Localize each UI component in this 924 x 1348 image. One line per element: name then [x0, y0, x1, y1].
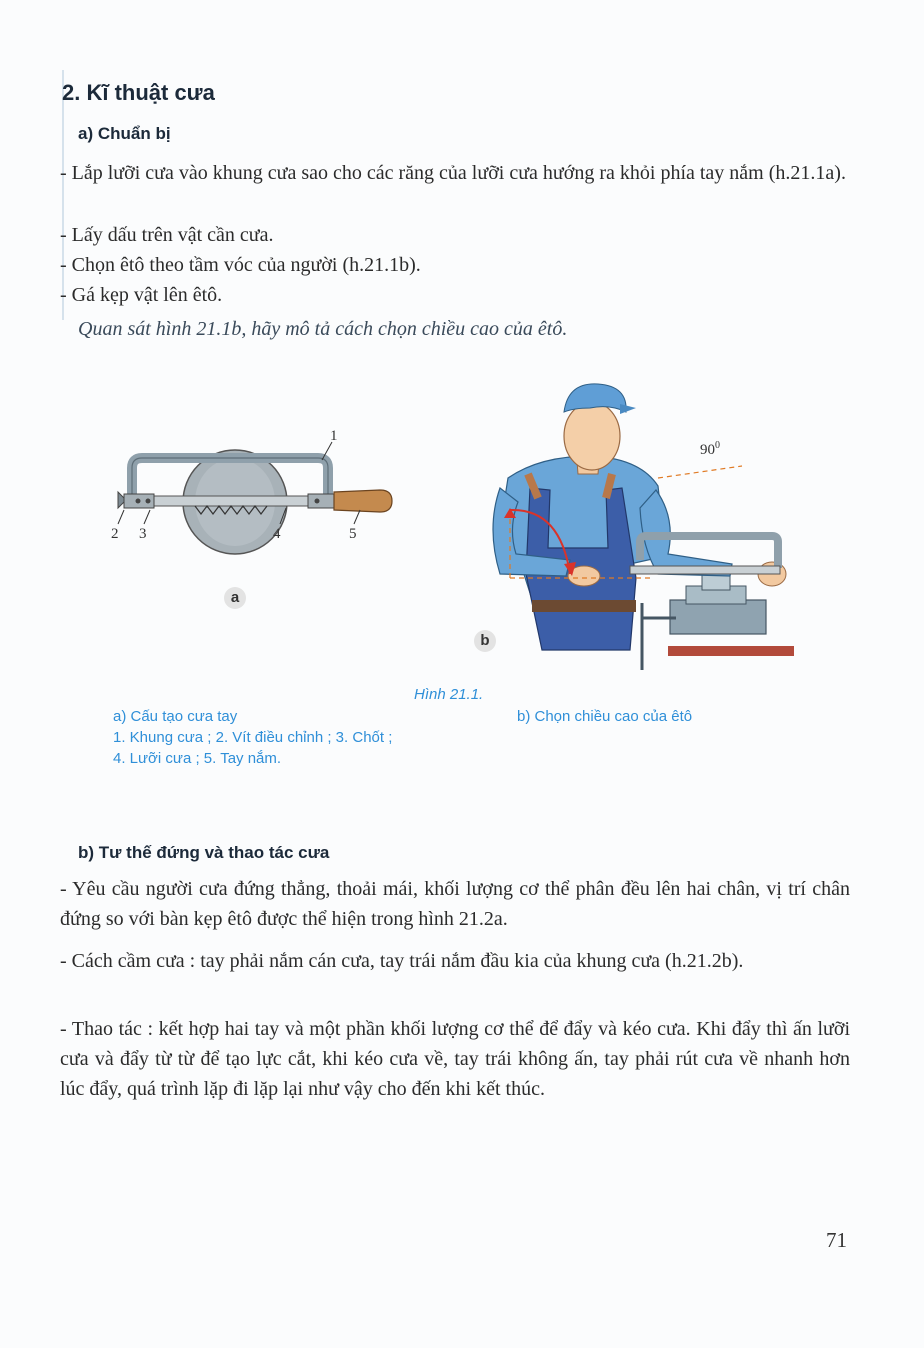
hacksaw-illustration — [100, 420, 420, 590]
angle-label — [700, 440, 720, 459]
worker-vise-illustration — [480, 378, 800, 678]
caption-a-line-2: 4. Lưỡi cưa ; 5. Tay nắm. — [113, 750, 282, 767]
page-number: 71 — [826, 1228, 847, 1252]
label-2: 2 — [111, 526, 119, 542]
prepare-item-3: - Chọn êtô theo tầm vóc của người (h.21.1b). — [60, 254, 421, 276]
figure-a-badge: a — [224, 587, 246, 609]
label-1: 1 — [330, 428, 338, 444]
section-title: 2. Kĩ thuật cưa — [62, 80, 215, 105]
label-5: 5 — [349, 526, 357, 542]
caption-a-line-1: 1. Khung cưa ; 2. Vít điều chỉnh ; 3. Chốt ; — [113, 729, 393, 746]
label-3: 3 — [139, 526, 147, 542]
figure-b-badge: b — [474, 630, 496, 652]
stance-item-2: - Cách cầm cưa : tay phải nắm cán cưa, tay trái nắm đầu kia của khung cưa (h.21.2b). — [60, 950, 744, 972]
prepare-heading: a) Chuẩn bị — [78, 124, 171, 143]
stance-item-3: - Thao tác : kết hợp hai tay và một phần khối lượng cơ thể để đẩy và kéo cưa. Khi đẩy thì ấn lưỡi cưa và đẩy từ từ để tạo lực cắt, khi kéo cưa về, tay trái không ấn, tay phải rút cưa về nhanh hơn lúc đẩy, quá trình lặp đi lặp lại như vậy cho đến khi kết thúc. — [60, 1018, 850, 1100]
caption-a-title: a) Cấu tạo cưa tay — [113, 708, 238, 725]
figure-question: Quan sát hình 21.1b, hãy mô tả cách chọn chiều cao của êtô. — [78, 318, 568, 340]
prepare-item-2: - Lấy dấu trên vật cần cưa. — [60, 224, 274, 246]
angle-degree-sup: 0 — [715, 440, 720, 451]
label-4: 4 — [273, 526, 281, 542]
stance-item-1: - Yêu cầu người cưa đứng thẳng, thoải mái, khối lượng cơ thể phân đều lên hai chân, vị trí chân đứng so với bàn kẹp êtô được thể hiện trong hình 21.2a. — [60, 878, 850, 930]
angle-value: 90 — [700, 442, 715, 458]
prepare-item-4: - Gá kẹp vật lên êtô. — [60, 284, 223, 306]
stance-heading: b) Tư thế đứng và thao tác cưa — [78, 843, 330, 862]
caption-b: b) Chọn chiều cao của êtô — [517, 708, 693, 725]
figure-title: Hình 21.1. — [414, 686, 484, 703]
prepare-item-1: - Lắp lưỡi cưa vào khung cưa sao cho các răng của lưỡi cưa hướng ra khỏi phía tay nắm (h.21.1a). — [60, 162, 846, 184]
